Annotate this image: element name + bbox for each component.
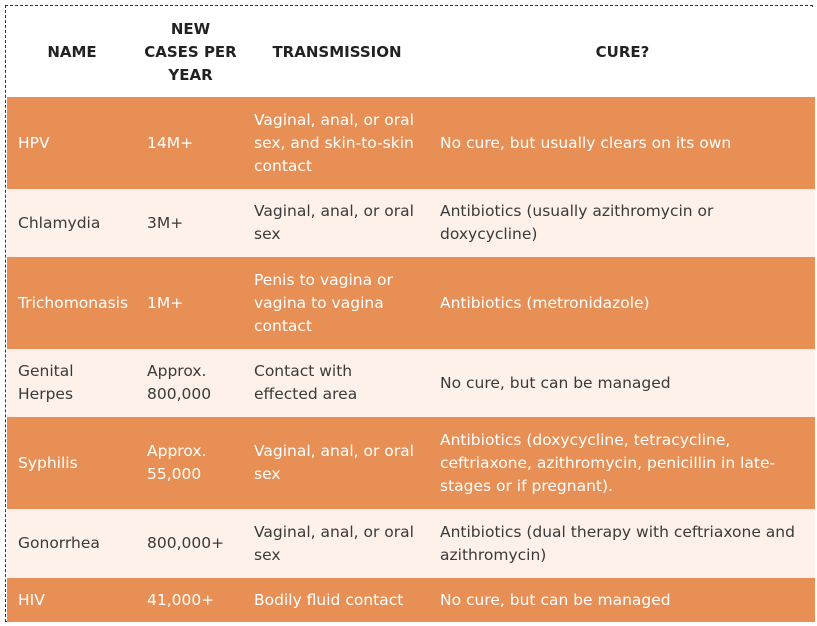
cell-cure: Antibiotics (doxycycline, tetracycline, ceftriaxone, azithromycin, penicillin in late-stages or if pregnant). (430, 417, 815, 509)
table-row (7, 97, 815, 189)
cell-name: HIV (7, 578, 137, 622)
cell-transmission: Vaginal, anal, or oral sex (244, 509, 430, 578)
cell-cure: No cure, but can be managed (430, 578, 815, 622)
cell-cases: Approx. 55,000 (137, 417, 244, 509)
table-row (7, 578, 815, 622)
cell-cases: 41,000+ (137, 578, 244, 622)
cell-cure: Antibiotics (usually azithromycin or doxycycline) (430, 189, 815, 257)
cell-name: Syphilis (7, 417, 137, 509)
table-row (7, 257, 815, 349)
cell-transmission: Vaginal, anal, or oral sex (244, 417, 430, 509)
cell-name: Genital Herpes (7, 349, 137, 417)
cell-cases: 1M+ (137, 257, 244, 349)
cell-transmission: Contact with effected area (244, 349, 430, 417)
sti-table (7, 7, 815, 622)
cell-cases: 3M+ (137, 189, 244, 257)
cell-name: Gonorrhea (7, 509, 137, 578)
cell-cure: No cure, but can be managed (430, 349, 815, 417)
cell-cases: 14M+ (137, 97, 244, 189)
table-row (7, 417, 815, 509)
cell-transmission: Bodily fluid contact (244, 578, 430, 622)
header-name: NAME (7, 7, 137, 97)
header-cases: NEW CASES PER YEAR (137, 7, 244, 97)
cell-name: Trichomonasis (7, 257, 137, 349)
table-row (7, 349, 815, 417)
cell-cases: Approx. 800,000 (137, 349, 244, 417)
header-row (7, 7, 815, 97)
cell-cure: Antibiotics (dual therapy with ceftriaxone and azithromycin) (430, 509, 815, 578)
table-row (7, 509, 815, 578)
cell-transmission: Penis to vagina or vagina to vagina contact (244, 257, 430, 349)
cell-name: Chlamydia (7, 189, 137, 257)
cell-cases: 800,000+ (137, 509, 244, 578)
cell-transmission: Vaginal, anal, or oral sex (244, 189, 430, 257)
cell-cure: Antibiotics (metronidazole) (430, 257, 815, 349)
cell-transmission: Vaginal, anal, or oral sex, and skin-to-skin contact (244, 97, 430, 189)
header-cure: CURE? (430, 7, 815, 97)
table-row (7, 189, 815, 257)
cell-cure: No cure, but usually clears on its own (430, 97, 815, 189)
header-transmission: TRANSMISSION (244, 7, 430, 97)
cell-name: HPV (7, 97, 137, 189)
